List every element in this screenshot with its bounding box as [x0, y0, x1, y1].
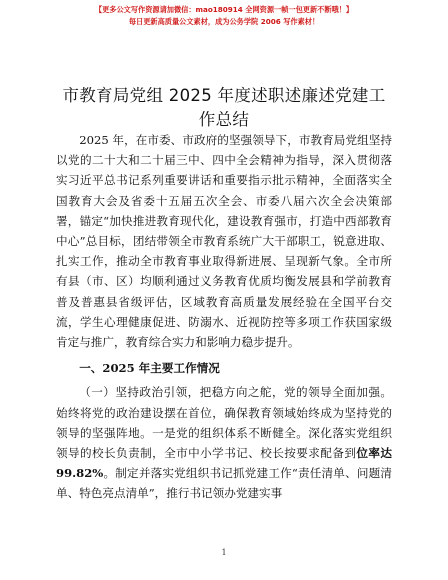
- intro-paragraph: 2025 年，在市委、市政府的坚强领导下，市教育局党组坚持以党的二十大和二十届三中、四中全会精神为指导，深入贯彻落实习近平总书记系列重要讲话和重要指示批示精神，全面落实全国教育大会及省委十五届五次全会、市委八届六次全会决策部署，锚定“加快推进教育现代化，建设教育强市，打造中西部教育中心”总目标，团结带领全市教育系统广大干部职工，锐意进取、扎实工作，推动全市教育事业取得新进展、呈现新气象。全市所有县（市、区）均顺利通过义务教育优质均衡发展县和学前教育普及普惠县省级评估，区域教育高质量发展经验在全国平台交流，学生心理健康促进、防溺水、近视防控等多项工作获国家级肯定与推广，教育综合实力和影响力稳步提升。: [56, 133, 392, 350]
- page-number: 1: [221, 548, 227, 557]
- section-heading: 一、2025 年主要工作情况: [79, 361, 220, 376]
- document-title: 市教育局党组 2025 年度述职述廉述党建工作总结: [62, 86, 386, 129]
- document-body: [56, 130, 392, 504]
- paragraph-text-continued: 。制定并落实党组织书记抓党建工作“责任清单、问题清单、特色亮点清单”，推行书记领办党建实事: [56, 466, 392, 501]
- promo-banner-line1: 【更多公文写作资源请加微信：mao180914 全网资源一帧一包更新不断哦！】: [94, 5, 354, 14]
- promo-banner-line2: 每日更新高质量公文素材，成为公务学院 2006 写作素材！: [128, 17, 320, 26]
- promo-banner: [0, 4, 448, 28]
- body-paragraph: [56, 382, 392, 503]
- paragraph-text: （一）坚持政治引领，把稳方向之舵，党的领导全面加强。始终将党的政治建设摆在首位，确保教育领域始终成为坚持党的领导的坚强阵地。一是党的组织体系不断健全。深化落实党组织领导的校长负责制，全市中小学书记、校长按要求配备到: [56, 385, 392, 461]
- highlight-text: 位率达 99.82%: [56, 446, 392, 481]
